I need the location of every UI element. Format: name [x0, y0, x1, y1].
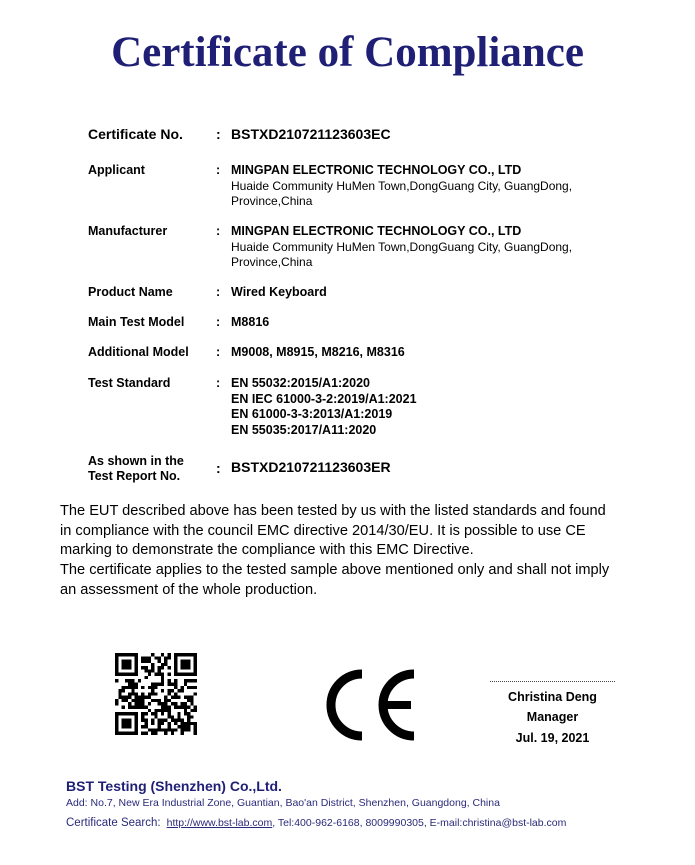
- applicant-name: MINGPAN ELECTRONIC TECHNOLOGY CO., LTD: [231, 163, 522, 177]
- certificate-no-label: Certificate No.: [88, 126, 183, 142]
- signatory-name: Christina Deng: [508, 690, 597, 704]
- colon: :: [216, 224, 221, 238]
- colon: :: [216, 345, 221, 359]
- colon: :: [216, 126, 221, 142]
- company-name: BST Testing (Shenzhen) Co.,Ltd.: [66, 778, 282, 794]
- signature-line: [490, 681, 615, 682]
- test-report-value: BSTXD210721123603ER: [231, 459, 391, 475]
- applicant-address-line2: Province,China: [231, 194, 313, 208]
- manufacturer-address-line1: Huaide Community HuMen Town,DongGuang City, GuangDong,: [231, 239, 573, 254]
- main-test-model-value: M8816: [231, 315, 270, 329]
- statement-line: in compliance with the council EMC directive 2014/30/EU. It is possible to use CE: [60, 522, 586, 539]
- certificate-search: [66, 817, 566, 829]
- company-address: Add: No.7, New Era Industrial Zone, Guantian, Bao'an District, Shenzhen, Guangdong, China: [66, 797, 500, 809]
- statement-line: an assessment of the whole production.: [60, 581, 318, 598]
- test-report-label: [88, 454, 213, 484]
- test-standard-item: EN 55032:2015/A1:2020: [231, 376, 370, 390]
- test-report-label-line1: As shown in the: [88, 454, 184, 468]
- statement-line: The EUT described above has been tested by us with the listed standards and found: [60, 503, 606, 519]
- test-standard-label: Test Standard: [88, 376, 171, 390]
- compliance-statement: [60, 502, 660, 601]
- applicant-label: Applicant: [88, 163, 145, 177]
- qr-code: [115, 653, 197, 735]
- colon: :: [216, 460, 221, 476]
- statement-line: marking to demonstrate the compliance with this EMC Directive.: [60, 542, 474, 559]
- signatory-role: Manager: [526, 710, 579, 724]
- manufacturer-address-line2: Province,China: [231, 255, 313, 269]
- test-standard-item: EN 55035:2017/A11:2020: [231, 422, 377, 437]
- manufacturer-value: [231, 224, 651, 271]
- main-test-model-label: Main Test Model: [88, 315, 185, 329]
- product-name-label: Product Name: [88, 285, 173, 299]
- signature-date: Jul. 19, 2021: [515, 731, 590, 745]
- colon: :: [216, 285, 221, 299]
- manufacturer-name: MINGPAN ELECTRONIC TECHNOLOGY CO., LTD: [231, 224, 522, 238]
- statement-line: The certificate applies to the tested sample above mentioned only and shall not imply: [60, 562, 610, 579]
- contact-info: , Tel:400-962-6168, 8009990305, E-mail:christina@bst-lab.com: [272, 817, 567, 829]
- test-standard-item: EN IEC 61000-3-2:2019/A1:2021: [231, 391, 417, 406]
- additional-model-label: Additional Model: [88, 345, 189, 359]
- test-standard-item: EN 61000-3-3:2013/A1:2019: [231, 407, 393, 421]
- search-label: Certificate Search:: [66, 817, 161, 829]
- colon: :: [216, 315, 221, 329]
- additional-model-value: M9008, M8915, M8216, M8316: [231, 345, 405, 359]
- colon: :: [216, 163, 221, 177]
- certificate-no-value: BSTXD210721123603EC: [231, 126, 391, 142]
- applicant-address-line1: Huaide Community HuMen Town,DongGuang City, GuangDong,: [231, 178, 573, 193]
- product-name-value: Wired Keyboard: [231, 285, 327, 299]
- test-report-label-line2: Test Report No.: [88, 469, 181, 483]
- manufacturer-label: Manufacturer: [88, 224, 168, 238]
- ce-mark-icon: [318, 668, 418, 742]
- test-standard-list: [231, 376, 651, 438]
- search-link[interactable]: http://www.bst-lab.com: [166, 817, 273, 829]
- certificate-title: Certificate of Compliance: [111, 29, 584, 76]
- applicant-value: [231, 163, 651, 210]
- colon: :: [216, 376, 221, 390]
